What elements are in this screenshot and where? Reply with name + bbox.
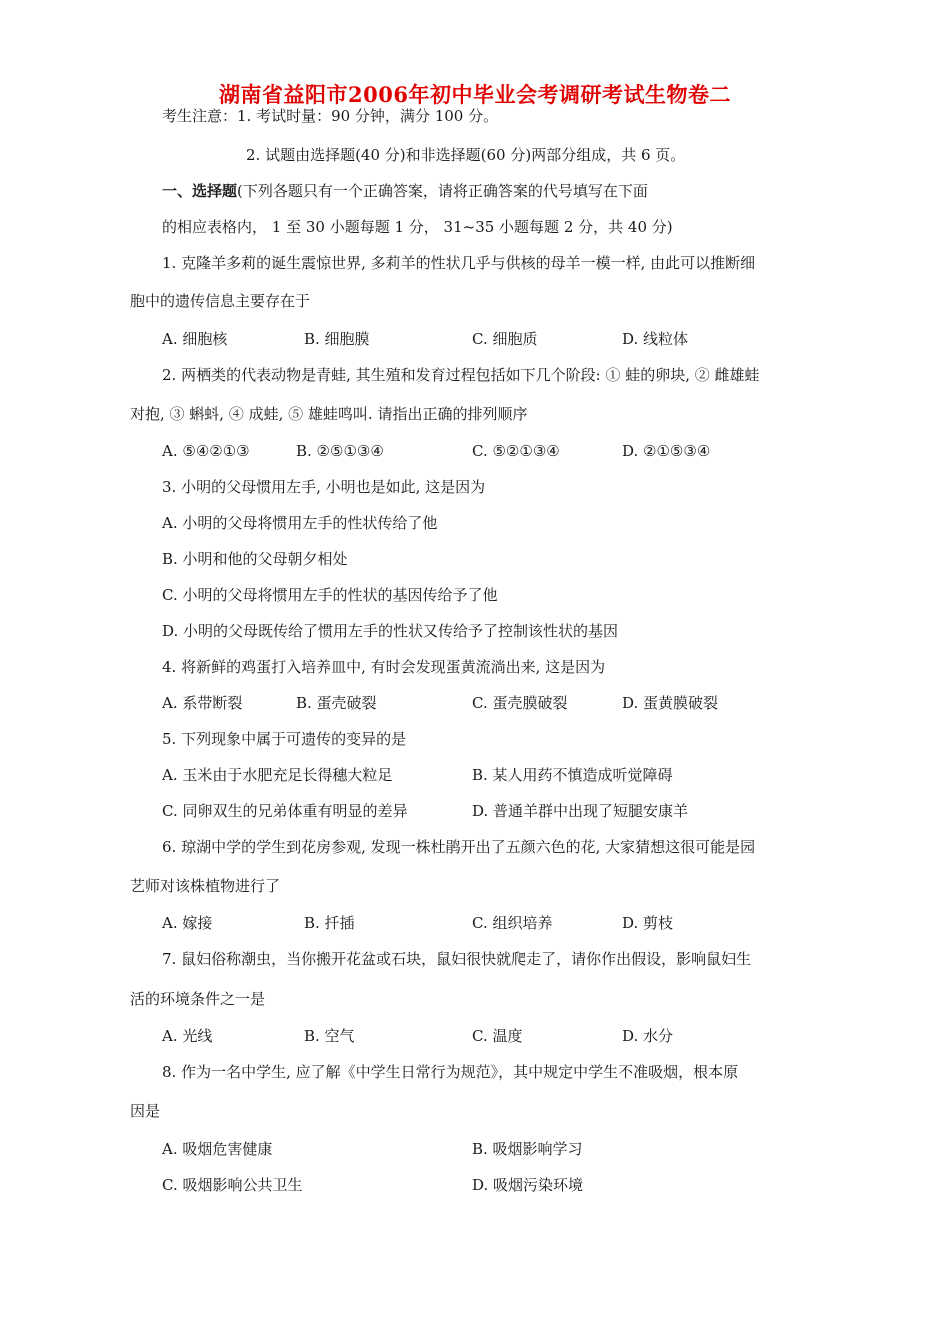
question-6-option-a: A. 嫁接 bbox=[162, 914, 213, 932]
question-1-option-b: B. 细胞膜 bbox=[304, 330, 370, 348]
question-7-option-a: A. 光线 bbox=[162, 1027, 213, 1045]
question-5-option-d: D. 普通羊群中出现了短腿安康羊 bbox=[472, 802, 689, 820]
question-4-option-c: C. 蛋壳膜破裂 bbox=[472, 694, 568, 712]
question-7-option-b: B. 空气 bbox=[304, 1027, 355, 1045]
question-7-stem-cont: 活的环境条件之一是 bbox=[130, 990, 266, 1008]
question-6-stem-cont: 艺师对该株植物进行了 bbox=[130, 877, 281, 895]
question-4-option-a: A. 系带断裂 bbox=[162, 694, 243, 712]
question-2-option-b: B. ②⑤①③④ bbox=[296, 442, 384, 460]
question-1-stem-cont: 胞中的遗传信息主要存在于 bbox=[130, 292, 311, 310]
question-4-option-b: B. 蛋壳破裂 bbox=[296, 694, 377, 712]
question-8-option-d: D. 吸烟污染环境 bbox=[472, 1176, 584, 1194]
question-8-option-a: A. 吸烟危害健康 bbox=[162, 1140, 273, 1158]
question-1-option-d: D. 线粒体 bbox=[622, 330, 689, 348]
question-4-option-d: D. 蛋黄膜破裂 bbox=[622, 694, 719, 712]
question-1-stem: 1. 克隆羊多莉的诞生震惊世界, 多莉羊的性状几乎与供核的母羊一模一样, 由此可以推断细 bbox=[162, 254, 756, 272]
question-7-stem: 7. 鼠妇俗称潮虫，当你搬开花盆或石块，鼠妇很快就爬走了，请你作出假设，影响鼠妇生 bbox=[162, 950, 752, 968]
question-7-option-d: D. 水分 bbox=[622, 1027, 674, 1045]
question-2-option-c: C. ⑤②①③④ bbox=[472, 442, 560, 460]
question-3-option-c: C. 小明的父母将惯用左手的性状的基因传给予了他 bbox=[162, 586, 498, 604]
question-8-option-b: B. 吸烟影响学习 bbox=[472, 1140, 583, 1158]
notice-line-2: 2. 试题由选择题(40 分)和非选择题(60 分)两部分组成，共 6 页。 bbox=[246, 146, 686, 164]
question-5-stem: 5. 下列现象中属于可遗传的变异的是 bbox=[162, 730, 407, 748]
section-heading-row bbox=[162, 181, 648, 201]
question-8-option-c: C. 吸烟影响公共卫生 bbox=[162, 1176, 303, 1194]
question-4-stem: 4. 将新鲜的鸡蛋打入培养皿中, 有时会发现蛋黄流淌出来, 这是因为 bbox=[162, 658, 606, 676]
question-3-option-d: D. 小明的父母既传给了惯用左手的性状又传给予了控制该性状的基因 bbox=[162, 622, 619, 640]
notice-line-1: 考生注意：1. 考试时量：90 分钟，满分 100 分。 bbox=[162, 107, 499, 125]
question-2-option-a: A. ⑤④②①③ bbox=[162, 442, 250, 460]
question-8-stem: 8. 作为一名中学生, 应了解《中学生日常行为规范》，其中规定中学生不准吸烟，根本原 bbox=[162, 1063, 739, 1081]
question-2-stem: 2. 两栖类的代表动物是青蛙, 其生殖和发育过程包括如下几个阶段: ① 蛙的卵块, ② 雌雄蛙 bbox=[162, 366, 760, 384]
question-6-option-d: D. 剪枝 bbox=[622, 914, 674, 932]
question-7-option-c: C. 温度 bbox=[472, 1027, 523, 1045]
section-heading: 一、选择题 bbox=[162, 182, 238, 200]
question-2-option-d: D. ②①⑤③④ bbox=[622, 442, 711, 460]
question-3-stem: 3. 小明的父母惯用左手, 小明也是如此, 这是因为 bbox=[162, 478, 486, 496]
question-6-option-c: C. 组织培养 bbox=[472, 914, 553, 932]
question-6-stem: 6. 琼湖中学的学生到花房参观, 发现一株杜鹃开出了五颜六色的花, 大家猜想这很可能是园 bbox=[162, 838, 756, 856]
question-5-option-c: C. 同卵双生的兄弟体重有明显的差异 bbox=[162, 802, 408, 820]
question-3-option-a: A. 小明的父母将惯用左手的性状传给了他 bbox=[162, 514, 438, 532]
section-instructions-a: (下列各题只有一个正确答案，请将正确答案的代号填写在下面 bbox=[237, 182, 648, 200]
question-5-option-a: A. 玉米由于水肥充足长得穗大粒足 bbox=[162, 766, 393, 784]
question-3-option-b: B. 小明和他的父母朝夕相处 bbox=[162, 550, 348, 568]
question-1-option-c: C. 细胞质 bbox=[472, 330, 538, 348]
question-8-stem-cont: 因是 bbox=[130, 1102, 161, 1120]
section-instructions-b: 的相应表格内， 1 至 30 小题每题 1 分， 31~35 小题每题 2 分，共 40 分) bbox=[162, 218, 673, 236]
question-1-option-a: A. 细胞核 bbox=[162, 330, 228, 348]
question-2-stem-cont: 对抱, ③ 蝌蚪, ④ 成蛙, ⑤ 雄蛙鸣叫. 请指出正确的排列顺序 bbox=[130, 405, 528, 423]
page-title: 湖南省益阳市2006年初中毕业会考调研考试生物卷二 bbox=[219, 82, 731, 107]
question-6-option-b: B. 扦插 bbox=[304, 914, 355, 932]
question-5-option-b: B. 某人用药不慎造成听觉障碍 bbox=[472, 766, 673, 784]
